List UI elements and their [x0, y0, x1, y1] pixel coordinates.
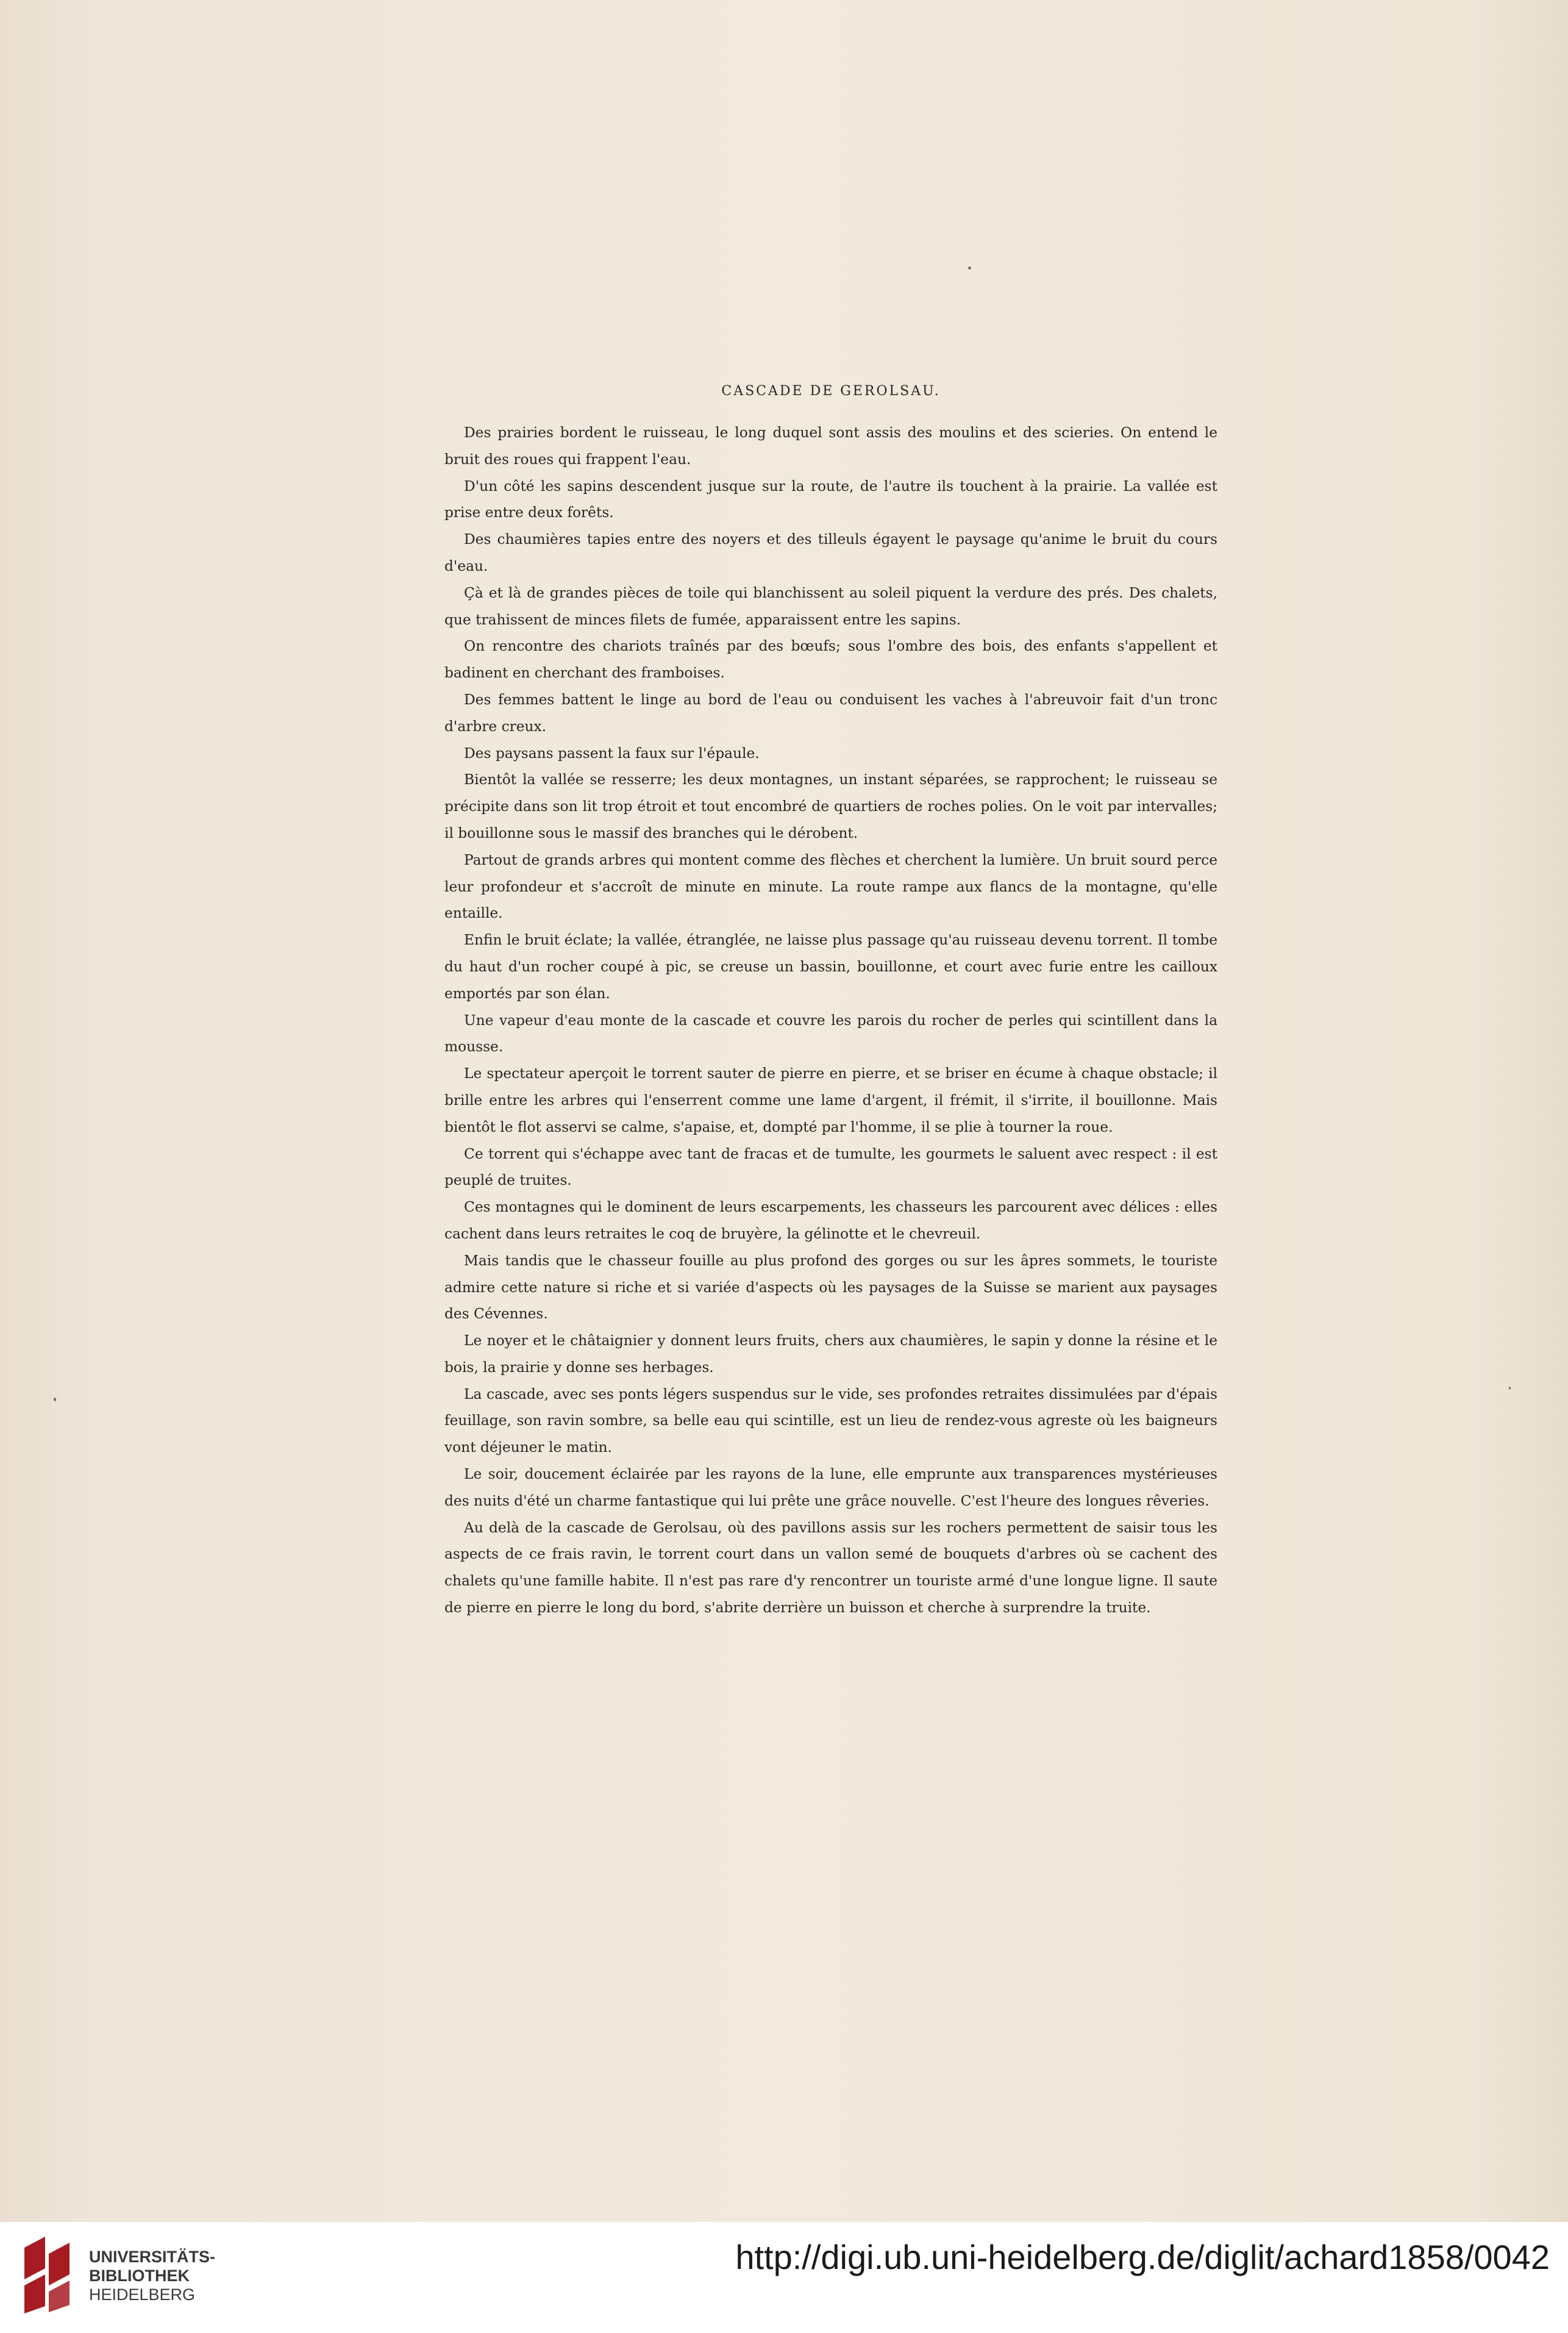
paragraph: Le noyer et le châtaignier y donnent leurs fruits, chers aux chaumières, le sapin y donne la résine et le bois, la prairie y donne ses herbages.: [444, 1332, 1217, 1376]
paper-speck: [54, 1398, 56, 1401]
paragraph: Des femmes battent le linge au bord de l'eau ou conduisent les vaches à l'abreuvoir fait d'un tronc d'arbre creux.: [444, 691, 1217, 735]
paragraph: Des chaumières tapies entre des noyers et des tilleuls égayent le paysage qu'anime le bruit du cours d'eau.: [444, 531, 1217, 574]
library-name-line: BIBLIOTHEK: [89, 2267, 190, 2285]
paragraph: Mais tandis que le chasseur fouille au plus profond des gorges ou sur les âpres sommets, le touriste admire cette nature si riche et si variée d'aspects où les paysages de la Suisse se marient aux paysages des Cévennes.: [444, 1252, 1217, 1323]
paragraph: On rencontre des chariots traînés par des bœufs; sous l'ombre des bois, des enfants s'appellent et badinent en cherchant des framboises.: [444, 638, 1217, 682]
paragraph: Bientôt la vallée se resserre; les deux montagnes, un instant séparées, se rapprochent; le ruisseau se précipite dans son lit trop étroit et tout encombré de quartiers de roches polies. On le voit par intervalles; il bouillonne sous le massif des branches qui le dérobent.: [444, 771, 1217, 841]
article-title: CASCADE DE GEROLSAU.: [721, 384, 941, 399]
paragraph: La cascade, avec ses ponts légers suspendus sur le vide, ses profondes retraites dissimulées par d'épais feuillage, son ravin sombre, sa belle eau qui scintille, est un lieu de rendez-vous agreste où les baigneurs vont déjeuner le matin.: [444, 1385, 1217, 1456]
paragraph: Au delà de la cascade de Gerolsau, où des pavillons assis sur les rochers permettent de saisir tous les aspects de ce frais ravin, le torrent court dans un vallon semé de bouquets d'arbres où se cachent des chalets qu'une famille habite. Il n'est pas rare d'y rencontrer un touriste armé d'une longue ligne. Il saute de pierre en pierre le long du bord, s'abrite derrière un buisson et cherche à surprendre la truite.: [444, 1519, 1217, 1617]
paragraph: Des paysans passent la faux sur l'épaule.: [464, 745, 760, 762]
paragraph: D'un côté les sapins descendent jusque sur la route, de l'autre ils touchent à la prairie. La vallée est prise entre deux forêts.: [444, 477, 1217, 521]
paragraph: Enfin le bruit éclate; la vallée, étranglée, ne laisse plus passage qu'au ruisseau devenu torrent. Il tombe du haut d'un rocher coupé à pic, se creuse un bassin, bouillonne, et court avec furie entre les cailloux emportés par son élan.: [444, 932, 1217, 1002]
paragraph: Le soir, doucement éclairée par les rayons de la lune, elle emprunte aux transparences mystérieuses des nuits d'été un charme fantastique qui lui prête une grâce nouvelle. C'est l'heure des longues rêveries.: [444, 1466, 1217, 1509]
library-name[interactable]: [89, 2248, 215, 2304]
paragraph: Partout de grands arbres qui montent comme des flèches et cherchent la lumière. Un bruit sourd perce leur profondeur et s'accroît de minute en minute. La route rampe aux flancs de la montagne, qu'elle entaille.: [444, 851, 1217, 922]
paragraph: Ce torrent qui s'échappe avec tant de fracas et de tumulte, les gourmets le saluent avec respect : il est peuplé de truites.: [444, 1145, 1217, 1189]
paragraph: Çà et là de grandes pièces de toile qui blanchissent au soleil piquent la verdure des prés. Des chalets, que trahissent de minces filets de fumée, apparaissent entre les sapins.: [444, 584, 1217, 628]
library-name-line: HEIDELBERG: [89, 2285, 196, 2304]
paragraph: Ces montagnes qui le dominent de leurs escarpements, les chasseurs les parcourent avec délices : elles cachent dans leurs retraites le coq de bruyère, la gélinotte et le chevreuil.: [444, 1199, 1217, 1242]
article: [444, 379, 1217, 1621]
permalink-url[interactable]: http://digi.ub.uni-heidelberg.de/diglit/achard1858/0042: [735, 2238, 1550, 2276]
library-name-line: UNIVERSITÄTS-: [89, 2248, 216, 2266]
paragraph: Le spectateur aperçoit le torrent sauter de pierre en pierre, et se briser en écume à chaque obstacle; il brille entre les arbres qui l'enserrent comme une lame d'argent, il frémit, il s'irrite, il bouillonne. Mais bientôt le flot asservi se calme, s'apaise, et, dompté par l'homme, il se plie à tourner la roue.: [444, 1065, 1217, 1135]
paragraph: Une vapeur d'eau monte de la cascade et couvre les parois du rocher de perles qui scintillent dans la mousse.: [444, 1012, 1217, 1056]
paper-speck: [1509, 1387, 1511, 1390]
university-library-logo-icon[interactable]: [24, 2237, 79, 2313]
paper-speck: [968, 266, 971, 270]
paragraph: Des prairies bordent le ruisseau, le long duquel sont assis des moulins et des scieries. On entend le bruit des roues qui frappent l'eau.: [444, 424, 1217, 468]
